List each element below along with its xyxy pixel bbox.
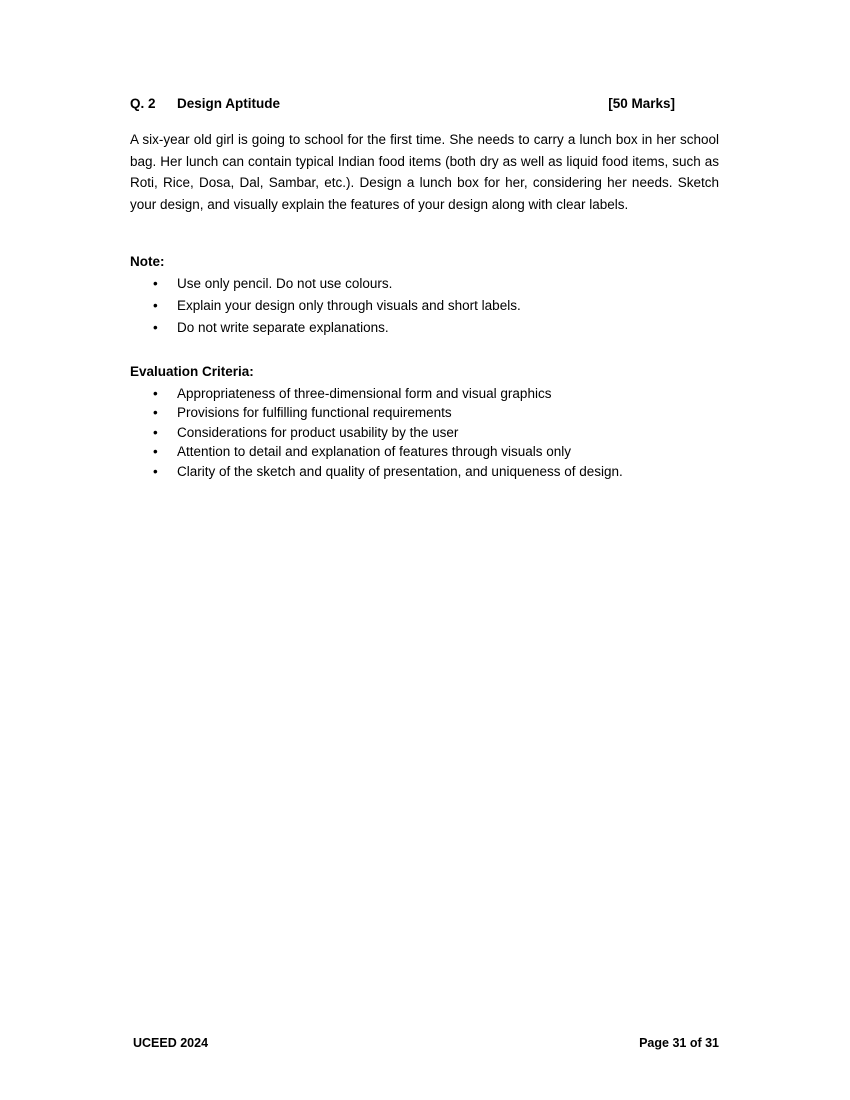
criteria-item-text: Considerations for product usability by the user — [177, 424, 459, 440]
criteria-list — [130, 385, 623, 482]
question-number: Q. 2 — [130, 96, 156, 111]
criteria-item-text: Attention to detail and explanation of features through visuals only — [177, 444, 572, 460]
bullet-icon: • — [153, 298, 158, 313]
list-item — [130, 319, 521, 341]
criteria-item-text: Appropriateness of three-dimensional form and visual graphics — [177, 386, 552, 401]
list-item — [130, 443, 623, 462]
list-item — [130, 385, 623, 404]
bullet-icon: • — [153, 405, 158, 421]
bullet-icon: • — [153, 276, 158, 291]
criteria-item-text: Provisions for fulfilling functional requirements — [177, 405, 452, 421]
list-item — [130, 275, 521, 297]
question-title: Design Aptitude — [177, 96, 280, 111]
list-item — [130, 424, 623, 443]
question-marks: [50 Marks] — [608, 96, 675, 111]
page-footer — [133, 1036, 719, 1054]
note-item-text: Explain your design only through visuals and short labels. — [177, 298, 521, 313]
list-item — [130, 404, 623, 423]
question-header — [130, 96, 675, 116]
note-item-text: Use only pencil. Do not use colours. — [177, 276, 393, 291]
criteria-item-text: Clarity of the sketch and quality of presentation, and uniqueness of design. — [177, 463, 623, 479]
list-item — [130, 463, 623, 482]
list-item — [130, 297, 521, 319]
bullet-icon: • — [153, 424, 158, 440]
note-heading: Note: — [130, 254, 165, 269]
note-list — [130, 275, 521, 341]
footer-exam-name: UCEED 2024 — [133, 1036, 209, 1050]
footer-page-number: Page 31 of 31 — [639, 1036, 719, 1050]
criteria-heading: Evaluation Criteria: — [130, 364, 254, 379]
bullet-icon: • — [153, 320, 158, 335]
question-prompt: A six-year old girl is going to school for the first time. She needs to carry a lunch box in her school bag. Her lunch can contain typical Indian food items (both dry as well as liquid food items, such as Roti, Rice, Dosa, Dal, Sambar, etc.). Design a lunch box for her, considering her needs. Sketch your design, and visually explain the features of your design along with clear labels. — [130, 132, 719, 212]
note-item-text: Do not write separate explanations. — [177, 320, 389, 335]
bullet-icon: • — [153, 444, 158, 460]
bullet-icon: • — [153, 463, 158, 479]
bullet-icon: • — [153, 386, 158, 401]
